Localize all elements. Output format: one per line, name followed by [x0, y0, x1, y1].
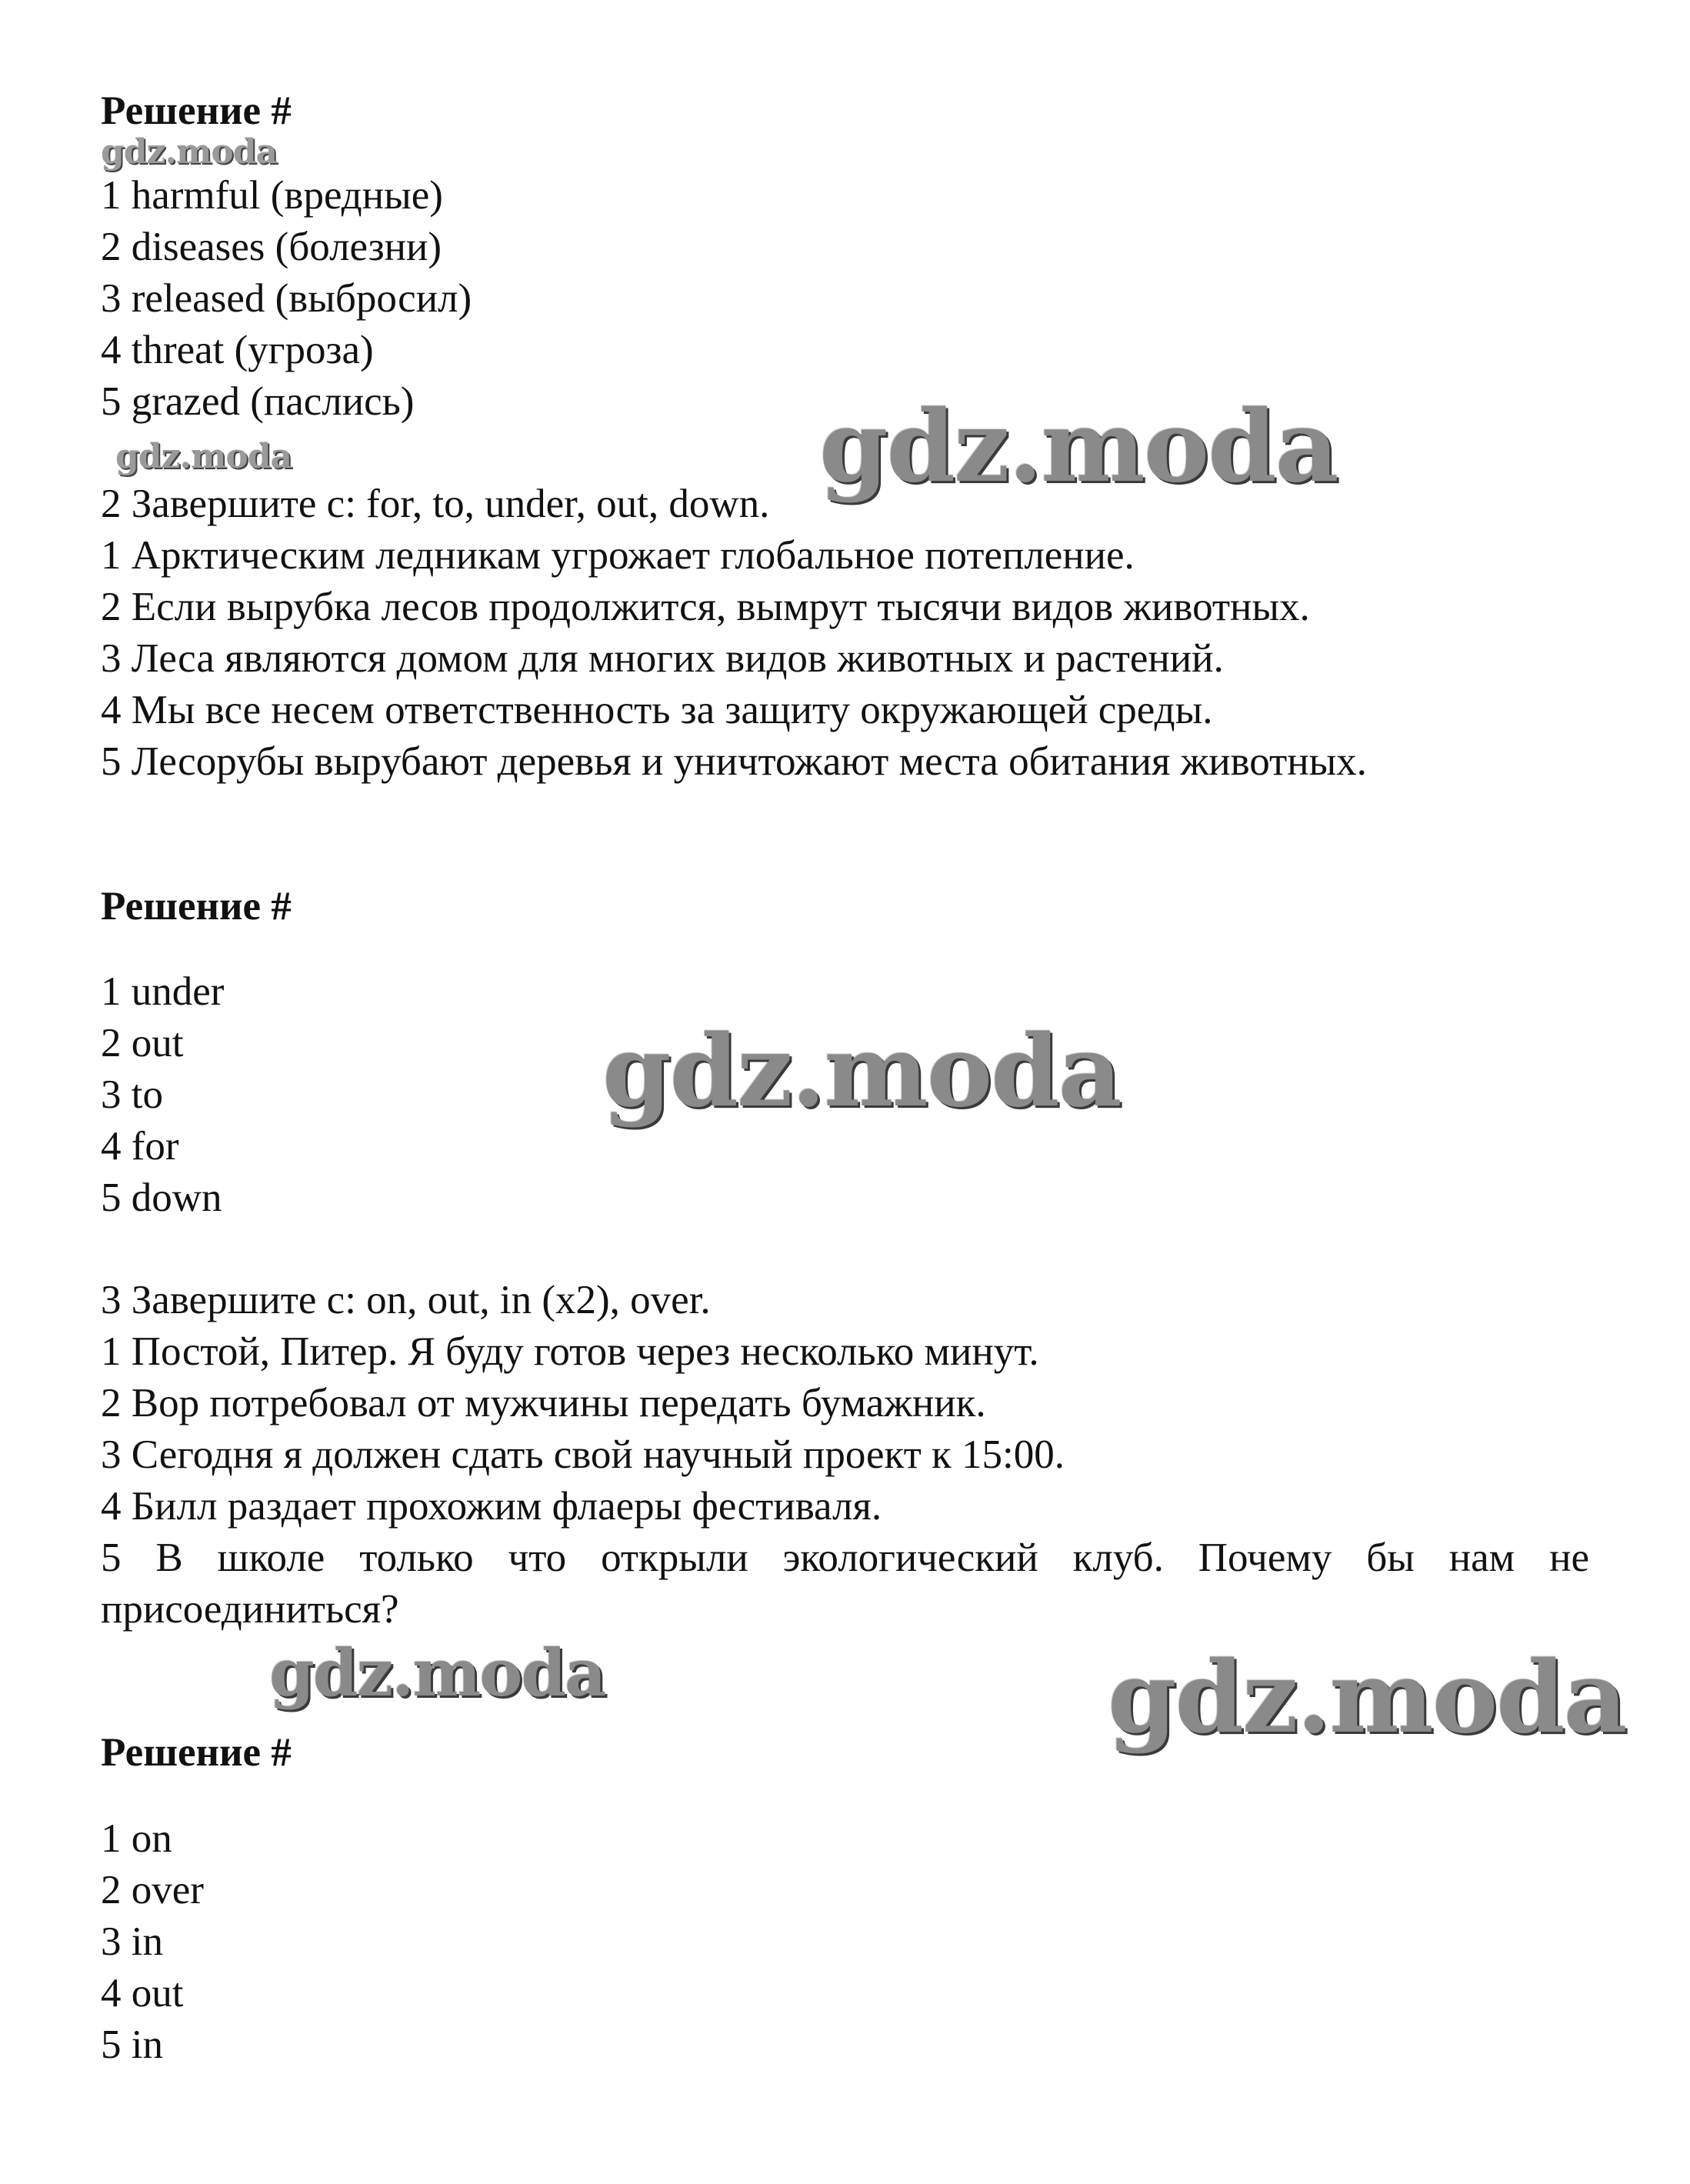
task-sentence: 5 В школе только что открыли экологический клуб. Почему бы нам не: [101, 1535, 1589, 1580]
task-instruction: 3 Завершите с: on, out, in (x2), over.: [101, 1278, 711, 1322]
watermark-logo: gdz.moda: [819, 389, 1338, 505]
task-instruction: 2 Завершите с: for, to, under, out, down.: [101, 482, 770, 526]
task-sentence: 3 Сегодня я должен сдать свой научный проект к 15:00.: [101, 1432, 1065, 1477]
solution-heading: Решение #: [101, 1730, 292, 1775]
task-sentence: 2 Вор потребовал от мужчины передать бумажник.: [101, 1381, 986, 1425]
answer-line: 1 on: [101, 1816, 172, 1861]
watermark-logo: gdz.moda: [602, 1014, 1121, 1129]
answer-line: 5 in: [101, 2022, 163, 2067]
task-sentence: 1 Арктическим ледникам угрожает глобальное потепление.: [101, 533, 1135, 578]
watermark-logo: gdz.moda: [269, 1635, 605, 1711]
task-sentence: 2 Если вырубка лесов продолжится, вымрут тысячи видов животных.: [101, 585, 1310, 629]
task-sentence: 4 Мы все несем ответственность за защиту окружающей среды.: [101, 688, 1213, 732]
watermark-logo: gdz.moda: [115, 437, 292, 476]
answer-line: 3 to: [101, 1072, 163, 1117]
answer-line: 2 out: [101, 1021, 184, 1065]
task-sentence: 3 Леса являются домом для многих видов животных и растений.: [101, 636, 1224, 681]
watermark-logo: gdz.moda: [101, 132, 278, 172]
watermark-logo: gdz.moda: [1108, 1640, 1626, 1756]
task-sentence: 4 Билл раздает прохожим флаеры фестиваля.: [101, 1484, 882, 1529]
answer-line: 5 grazed (паслись): [101, 379, 415, 424]
answer-line: 4 for: [101, 1124, 179, 1169]
task-sentence: 1 Постой, Питер. Я буду готов через несколько минут.: [101, 1329, 1039, 1374]
answer-line: 2 over: [101, 1868, 204, 1912]
answer-line: 5 down: [101, 1175, 222, 1220]
answer-line: 4 threat (угроза): [101, 328, 374, 372]
answer-line: 4 out: [101, 1971, 184, 2016]
answer-line: 3 released (выбросил): [101, 276, 472, 321]
solution-heading: Решение #: [101, 884, 292, 929]
answer-line: 3 in: [101, 1919, 163, 1964]
solution-heading: Решение #: [101, 88, 292, 133]
task-sentence: 5 Лесорубы вырубают деревья и уничтожают места обитания животных.: [101, 739, 1367, 784]
answer-line: 1 harmful (вредные): [101, 173, 443, 218]
answer-line: 2 diseases (болезни): [101, 225, 442, 269]
task-sentence-continuation: присоединиться?: [101, 1587, 399, 1632]
answer-line: 1 under: [101, 969, 225, 1014]
